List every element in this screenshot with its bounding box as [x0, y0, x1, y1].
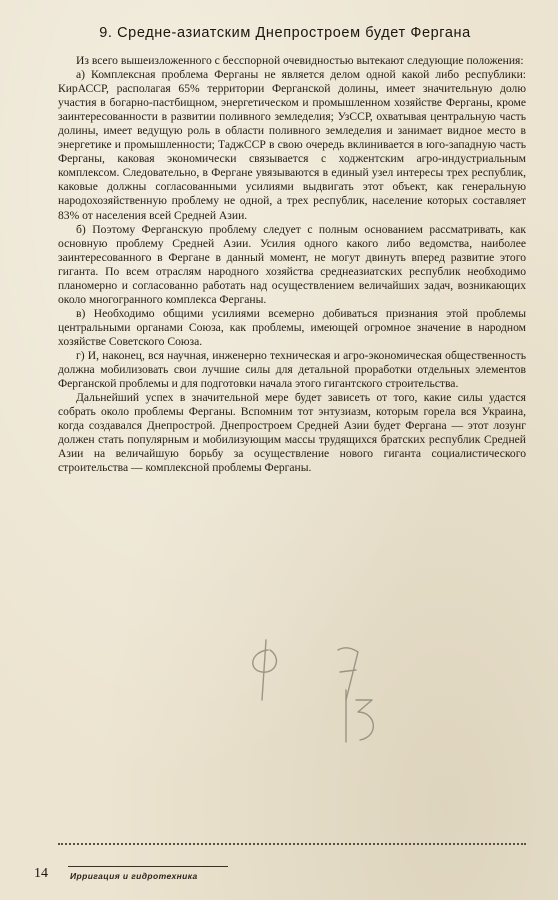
pencil-mark-2: [338, 648, 358, 700]
paragraph-intro: Из всего вышеизложенного с бесспорной очевидностью вытекают следующие положения:: [76, 54, 524, 67]
body-text: [58, 54, 526, 475]
pencil-mark-3: [346, 690, 373, 742]
journal-name: Ирригация и гидротехника: [70, 871, 198, 881]
paragraph-a: а) Комплексная проблема Ферганы не является делом одной какой либо республики: КирАССР, располагая 65% территории Ферганской долины, имеет значительную долю участия в богарно-пастбищном, энергетическом и промышленном хозяйстве Ферганы, кроме заинтересованности в развитии поливного земледелия; УзССР, охватывая центральную часть долины, имеет ведущую роль в области поливного земледелия и занимает видное место в энергетике и промышленности; ТаджССР в свою очередь вклинивается в юго-западную часть Ферганы, каковая экономически связывается с ходжентским агро-индустриальным комплексом. Следовательно, в Фергане увязываются в единый узел интересы трех республик, каковые должны согласованными усилиями выдвигать этот объект, как генеральную народохозяйственную проблему не одной, а трех республик, население которых составляет 83% от населения всей Средней Азии.: [58, 68, 526, 222]
paragraph-g: г) И, наконец, вся научная, инженерно техническая и агро-экономическая общественность должна мобилизовать свои лучшие силы для детальной проработки отдельных элементов Ферганской проблемы и для подготовки начала этого гигантского строительства.: [58, 348, 526, 391]
paragraph-b: б) Поэтому Ферганскую проблему следует с полным основанием рассматривать, как основную проблему Средней Азии. Усилия одного какого либо ведомства, наиболее заинтересованного в Фергане в данный момент, не могут двинуть вперед развитие этого гиганта. По всем отраслям народного хозяйства среднеазиатских республик необходимо планомерно и согласованно работать над осуществлением величайших задач, возникающих около многогранного комплекса Ферганы.: [58, 222, 526, 306]
footer-rule: [58, 843, 526, 845]
paragraph-v: в) Необходимо общими усилиями всемерно добиваться признания этой проблемы центральными органами Союза, как проблемы, имеющей огромное значение в народном хозяйстве Советского Союза.: [58, 306, 526, 348]
paragraph-conclusion: Дальнейший успех в значительной мере будет зависеть от того, какие силы удастся собрать около проблемы Ферганы. Вспомним тот энтузиазм, которым горела вся Украина, когда создавался Днепрострой. Днепростроем Средней Азии будет Фергана — этот лозунг должен стать популярным и мобилизующим массы трудящихся братских республик Средней Азии на величайшую борьбу за осуществление нового гиганта социалистического строительства — комплексной проблемы Ферганы.: [58, 391, 526, 475]
page-number: 14: [34, 866, 48, 881]
pencil-mark-1: [253, 640, 277, 700]
journal-rule: [68, 866, 228, 867]
section-heading: 9. Средне-азиатским Днепростроем будет Фергана: [99, 25, 471, 41]
